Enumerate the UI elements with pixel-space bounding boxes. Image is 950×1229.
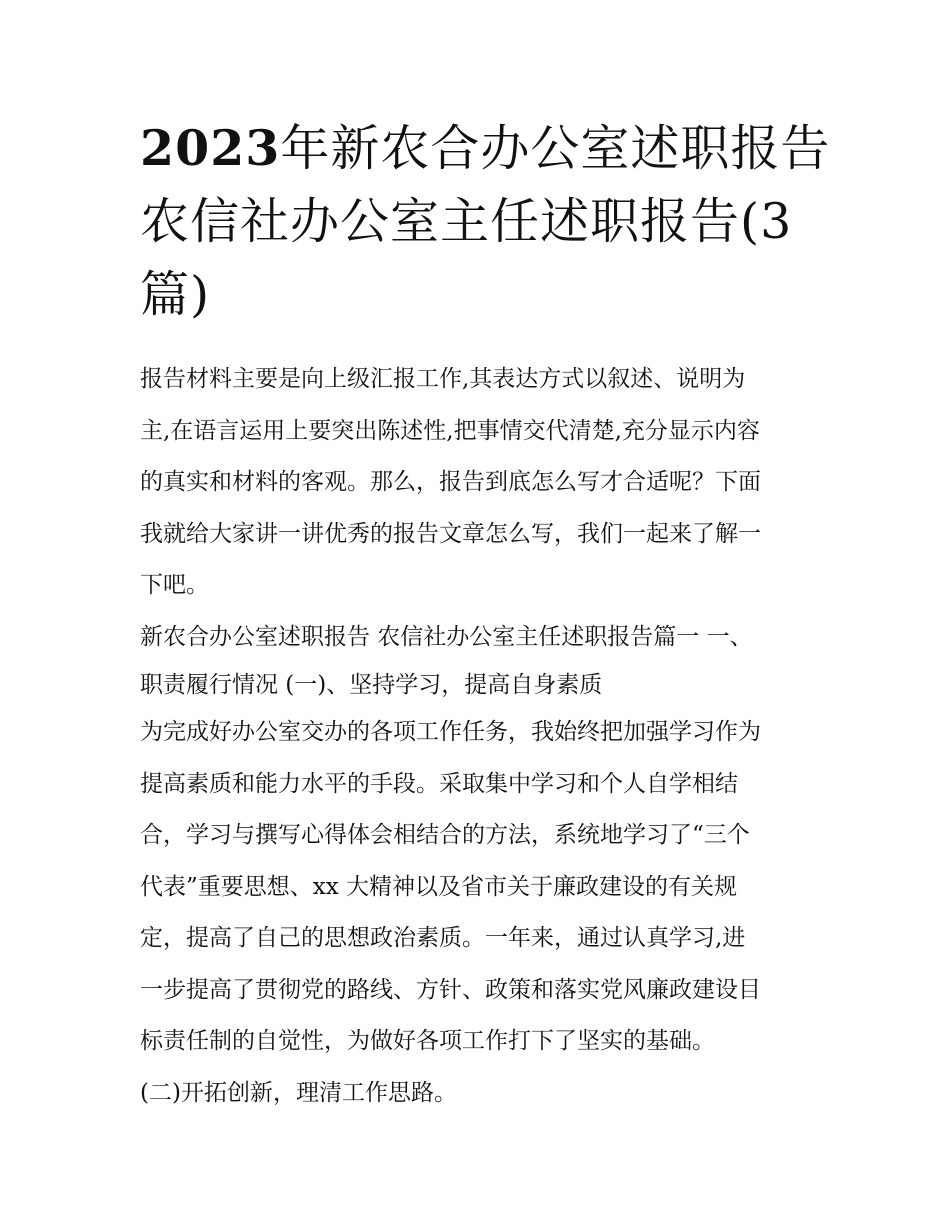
intro-line: 我就给大家讲一讲优秀的报告文章怎么写，我们一起来了解一 xyxy=(140,520,761,547)
body-line: 合，学习与撰写心得体会相结合的方法，系统地学习了“三个 xyxy=(140,822,750,848)
intro-line: 下吧。 xyxy=(140,572,209,598)
section-heading-line: 职责履行情况 (一)、坚持学习，提高自身素质 xyxy=(140,672,603,698)
body-line: 定，提高了自己的思想政治素质。一年来，通过认真学习,进 xyxy=(140,925,746,951)
document-title xyxy=(140,112,831,331)
title-year: 2023 xyxy=(140,119,281,177)
title-line-3: 篇) xyxy=(140,266,211,323)
title-line-2: 农信社办公室主任述职报告(3 xyxy=(140,193,793,250)
document-body xyxy=(140,354,820,1119)
title-line-1 xyxy=(140,112,831,185)
intro-line: 报告材料主要是向上级汇报工作,其表达方式以叙述、说明为 xyxy=(140,366,746,392)
section-heading-line: 新农合办公室述职报告 农信社办公室主任述职报告篇一 一、 xyxy=(140,623,753,650)
body-line: 一步提高了贯彻党的路线、方针、政策和落实党风廉政建设目 xyxy=(140,976,761,1003)
body-line: 代表”重要思想、xx 大精神以及省市关于廉政建设的有关规 xyxy=(140,873,738,900)
title-line-1-text: 年新农合办公室述职报告 xyxy=(280,120,831,177)
intro-line: 的真实和材料的客观。那么，报告到底怎么写才合适呢？下面 xyxy=(140,469,761,495)
body-line: 标责任制的自觉性，为做好各项工作打下了坚实的基础。 xyxy=(140,1028,715,1054)
intro-line: 主,在语言运用上要突出陈述性,把事情交代清楚,充分显示内容 xyxy=(140,417,760,444)
body-line: 提高素质和能力水平的手段。采取集中学习和个人自学相结 xyxy=(140,770,738,797)
subheading: (二)开拓创新，理清工作思路。 xyxy=(140,1079,457,1106)
body-line: 为完成好办公室交办的各项工作任务，我始终把加强学习作为 xyxy=(140,719,761,745)
